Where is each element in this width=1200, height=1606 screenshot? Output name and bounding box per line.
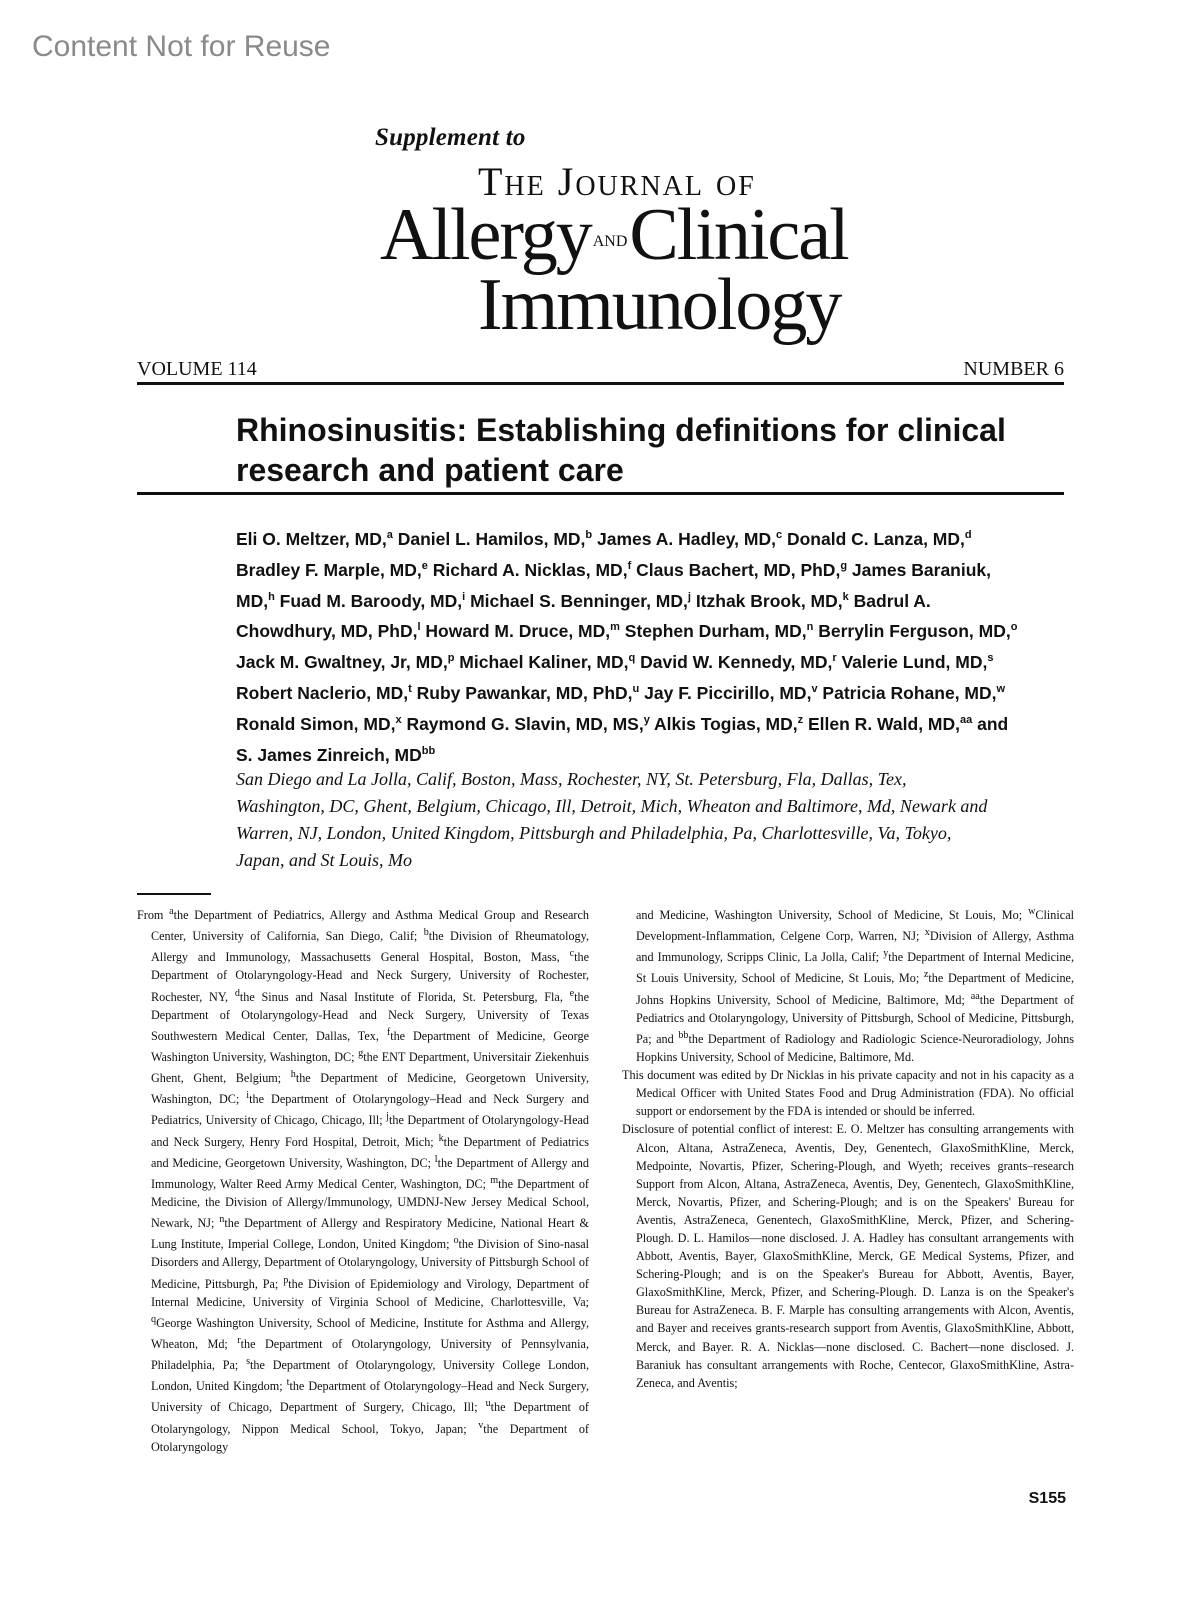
issue-number-label: NUMBER 6 xyxy=(963,358,1064,380)
page-number: S155 xyxy=(1028,1490,1066,1507)
journal-word-allergy: Allergy xyxy=(380,194,591,276)
article-title: Rhinosinusitis: Establishing definitions for clinical research and patient care xyxy=(236,412,1006,488)
affiliations-footnote-continued: and Medicine, Washington University, School of Medicine, St Louis, Mo; $^w$Clinical Development-Inflammation, Celgene Corp, Warren, NJ; $^x$Division of Allergy, Asthma and Immunology, Scripps Clinic, La Jolla, Calif; $^y$the Department of Internal Medicine, St Louis University, School of Medicine, St Louis, Mo; $^z$the Department of Medicine, Johns Hopkins University, School of Medicine, Baltimore, Md; $^{aa}$the Department of Pediatrics and Otolaryngology, University of Pittsburgh, School of Medicine, Pittsburgh, Pa; and $^{bb}$the Department of Radiology and Radiologic Science-Neuroradiology, Johns Hopkins University, School of Medicine, Baltimore, Md. xyxy=(636,906,1075,1065)
author-list: Eli O. Meltzer, MD,$^a$ Daniel L. Hamilos, MD,$^b$ James A. Hadley, MD,$^c$ Donald C. Lanza, MD,$^d$ Bradley F. Marple, MD,$^e$ Richard A. Nicklas, MD,$^f$ Claus Bachert, MD, PhD,$^g$ James Baraniuk, MD,$^h$ Fuad M. Baroody, MD,$^i$ Michael S. Benninger, MD,$^j$ Itzhak Brook, MD,$^k$ Badrul A. Chowdhury, MD, PhD,$^l$ Howard M. Druce, MD,$^m$ Stephen Durham, MD,$^n$ Berrylin Ferguson, MD,$^o$ Jack M. Gwaltney, Jr, MD,$^p$ Michael Kaliner, MD,$^q$ David W. Kennedy, MD,$^r$ Valerie Lund, MD,$^s$ Robert Naclerio, MD,$^t$ Ruby Pawankar, MD, PhD,$^u$ Jay F. Piccirillo, MD,$^v$ Patricia Rohane, MD,$^w$ Ronald Simon, MD,$^x$ Raymond G. Slavin, MD, MS,$^y$ Alkis Togias, MD,$^z$ Ellen R. Wald, MD,$^{aa}$ and S. James Zinreich, $MD^{bb}$ xyxy=(236,528,1018,765)
footnote-rule xyxy=(137,893,211,895)
affiliations-footnote: From $^a$the Department of Pediatrics, Allergy and Asthma Medical Group and Research Center, University of California, San Diego, Calif; $^b$the Division of Rheumatology, Allergy and Immunology, Massachusetts General Hospital, Boston, Mass, $^c$the Department of Otolaryngology-Head and Neck Surgery, University of Rochester, Rochester, NY, $^d$the Sinus and Nasal Institute of Florida, St. Petersburg, Fla, $^e$the Department of Otolaryngology-Head and Neck Surgery, University of Texas Southwestern Medical Center, Dallas, Tex, $^f$the Department of Medicine, George Washington University, Washington, DC; $^g$the ENT Department, Universitair Ziekenhuis Ghent, Ghent, Belgium; $^h$the Department of Medicine, Georgetown University, Washington, DC; $^i$the Department of Otolaryngology–Head and Neck Surgery and Pediatrics, University of Chicago, Chicago, Ill; $^j$the Department of Otolaryngology-Head and Neck Surgery, Henry Ford Hospital, Detroit, Mich; $^k$the Department of Pediatrics and Medicine, Georgetown University, Washington, DC; $^l$the Department of Allergy and Immunology, Walter Reed Army Medical Center, Washington, DC; $^m$the Department of Medicine, the Division of Allergy/Immunology, UMDNJ-New Jersey Medical School, Newark, NJ; $^n$the Department of Allergy and Respiratory Medicine, National Heart & Lung Institute, Imperial College, London, United Kingdom; $^o$the Division of Sino-nasal Disorders and Allergy, Department of Otolaryngology, University of Pittsburgh School of Medicine, Pittsburgh, Pa; $^p$the Division of Epidemiology and Virology, Department of Internal Medicine, University of Virginia School of Medicine, Charlottesville, Va; $^q$George Washington University, School of Medicine, Institute for Asthma and Allergy, Wheaton, Md; $^r$the Department of Otolaryngology, University of Pennsylvania, Philadelphia, Pa; $^s$the Department of Otolaryngology, University College London, London, United Kingdom; $^t$the Department of Otolaryngology–Head and Neck Surgery, University of Chicago, Department of Surgery, Chicago, Ill; $^u$the Department of Otolaryngology, Nippon Medical School, Tokyo, Japan; $^v$the Department of Otolaryngology xyxy=(137,906,590,1454)
journal-name-prefix: The Journal of xyxy=(478,159,756,204)
journal-word-immunology: Immunology xyxy=(478,264,841,346)
header-rule-top xyxy=(137,382,1064,385)
watermark: Content Not for Reuse xyxy=(32,30,331,63)
fda-note: This document was edited by Dr Nicklas in his private capacity and not in his capacity as a Medical Officer with United States Food and Drug Administration (FDA). No official support or endorsement by the FDA is intended or should be inferred. xyxy=(622,1068,1074,1119)
footnotes-left-column xyxy=(137,903,589,1456)
journal-word-clinical: Clinical xyxy=(629,194,848,276)
conflict-disclosure: Disclosure of potential conflict of interest: E. O. Meltzer has consulting arrangements with Alcon, Altana, AstraZeneca, Aventis, Dey, Genentech, GlaxoSmithKline, Merck, Medpointe, Novartis, Pfizer, Schering-Plough, and Wyeth; receives grants–research Support from Alcon, Altana, AstraZeneca, Aventis, Dey, Genentech, GlaxoSmithKline, Merck, Novartis, Pfizer, and Schering-Plough; and is on the Speakers' Bureau for Aventis, AstraZeneca, Genentech, GlaxoSmithKline, Merck, Pfizer, and Schering-Plough. D. L. Hamilos—none disclosed. J. A. Hadley has consultant arrangements with Abbott, Aventis, Bayer, GlaxoSmithKline, Merck, GE Medical Systems, Pfizer, and Schering-Plough; and is on the Speaker's Bureau for Abbott, Aventis, Bayer, GlaxoSmithKline, Merck, Pfizer, and Schering-Plough. D. Lanza is on the Speaker's Bureau for AstraZeneca. B. F. Marple has consulting arrangements with Alcon, Aventis, and Bayer and receives grants-research support from Aventis, GlaxoSmithKline, Abbott, Merck, and Bayer. R. A. Nicklas—none disclosed. C. Bachert—none disclosed. J. Baraniuk has consultant arrangements with Roche, Centecor, GlaxoSmithKline, Astra-Zeneca, and Aventis; xyxy=(622,1122,1074,1390)
affiliation-summary: San Diego and La Jolla, Calif, Boston, Mass, Rochester, NY, St. Petersburg, Fla, Dallas, Tex, Washington, DC, Ghent, Belgium, Chicago, Ill, Detroit, Mich, Wheaton and Baltimore, Md, Newark and Warren, NJ, London, United Kingdom, Pittsburgh and Philadelphia, Pa, Charlottesville, Va, Tokyo, Japan, and St Louis, Mo xyxy=(236,769,988,870)
supplement-label: Supplement to xyxy=(375,124,526,151)
journal-name-line1 xyxy=(380,194,848,276)
volume-label: VOLUME 114 xyxy=(137,358,257,380)
journal-word-and: AND xyxy=(592,233,628,251)
footnotes-right-column xyxy=(622,903,1074,1392)
header-rule-bottom xyxy=(137,492,1064,495)
